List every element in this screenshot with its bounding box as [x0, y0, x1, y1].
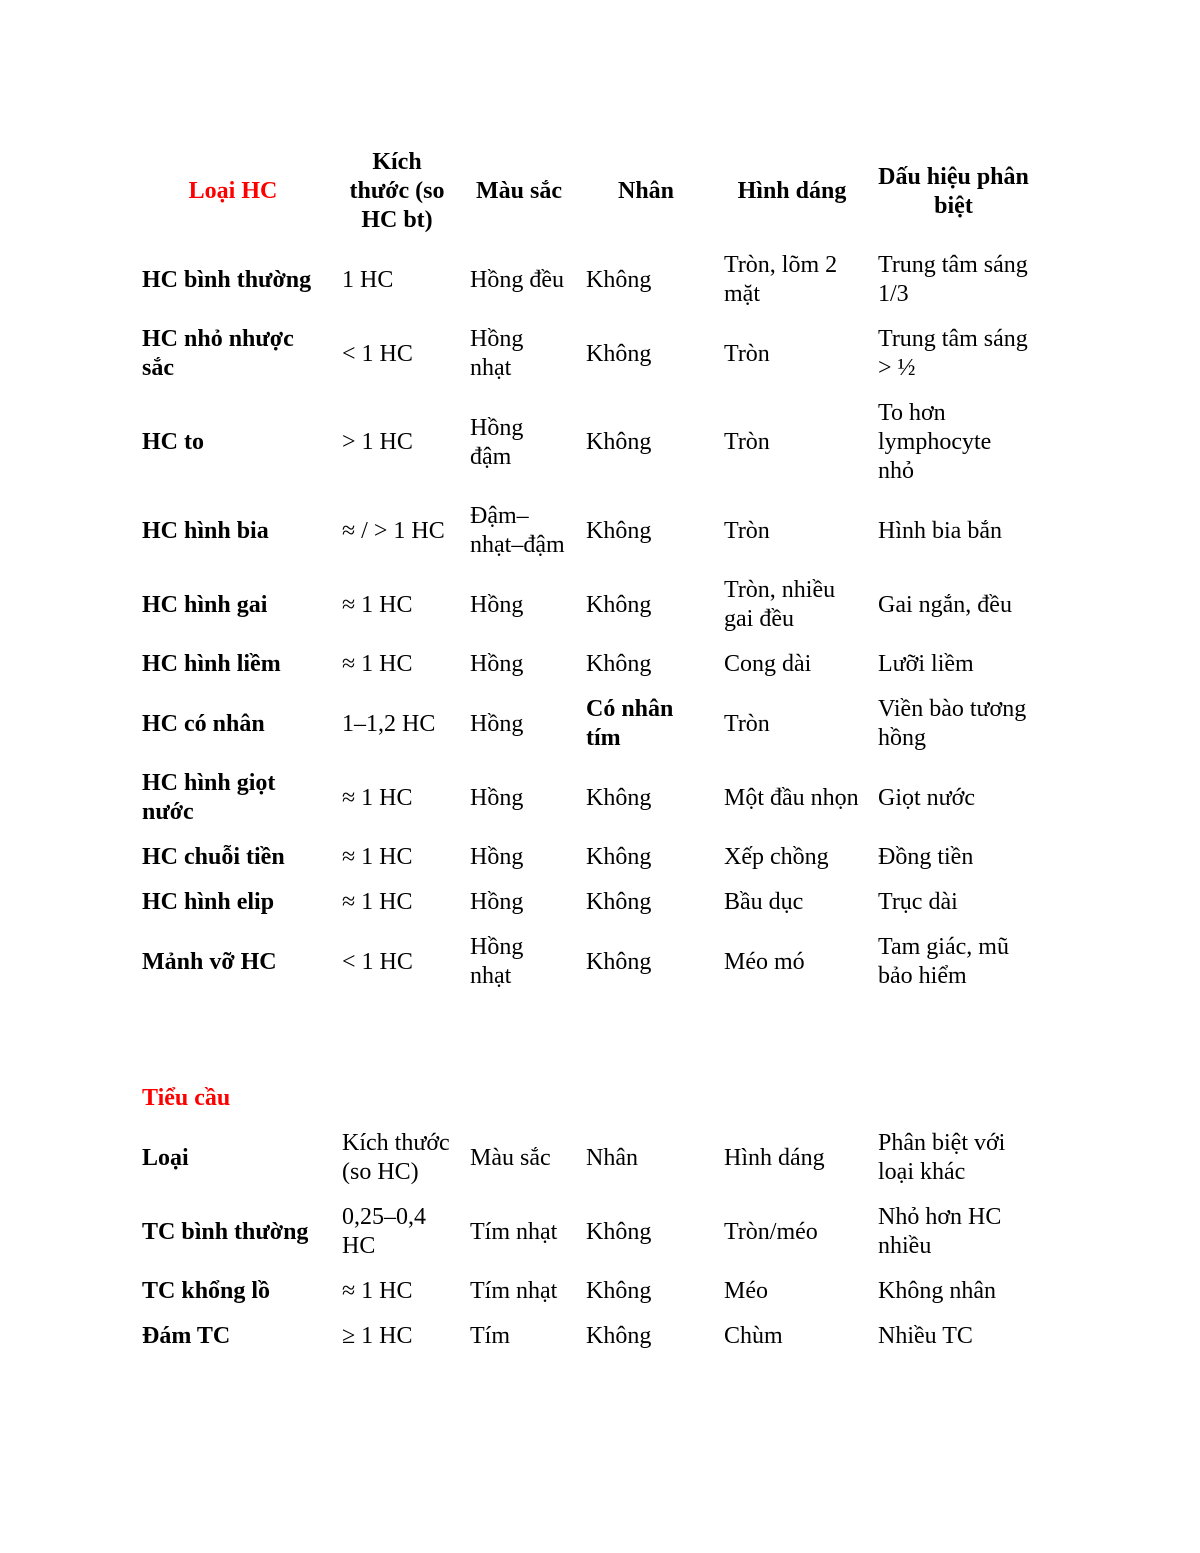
table-cell: > 1 HC: [342, 429, 413, 455]
table-cell: Tròn, lõm 2 mặt: [724, 252, 838, 307]
table-cell: ≈ 1 HC: [342, 651, 413, 677]
table-row: [130, 835, 1035, 880]
table-row: [130, 925, 1035, 999]
table-row: [130, 642, 1035, 687]
table-cell: Hồng: [470, 844, 524, 870]
table-cell: Cong dài: [724, 651, 812, 677]
table-cell: ≈ 1 HC: [342, 889, 413, 915]
table-cell: Trục dài: [878, 889, 958, 915]
header-cell: Hình dáng: [724, 1144, 825, 1171]
table-cell: Tròn: [724, 517, 770, 544]
row-name-cell: HC hình gai: [142, 591, 268, 618]
table-row: [130, 391, 1035, 494]
table-cell: < 1 HC: [342, 948, 413, 975]
row-name-cell: HC có nhân: [142, 710, 265, 737]
rbc-table: [130, 140, 1035, 999]
row-name-cell: HC nhỏ nhược sắc: [142, 326, 294, 381]
table-cell: Hồng: [470, 591, 524, 618]
table-cell: Chùm: [724, 1323, 783, 1349]
row-name-cell: HC hình elip: [142, 889, 275, 915]
row-name-cell: HC hình bia: [142, 517, 269, 544]
header-cell: Kích thước (so HC): [342, 1130, 450, 1185]
table-cell: Bầu dục: [724, 889, 804, 915]
table-cell: Giọt nước: [878, 784, 976, 811]
table-row: [130, 1195, 1035, 1269]
table-cell: Tròn: [724, 340, 770, 367]
table-row: [130, 761, 1035, 835]
table-cell: Hồng: [470, 710, 524, 737]
table-cell: 1 HC: [342, 266, 394, 293]
table-cell: Hồng nhạt: [470, 326, 524, 381]
table-cell: Không: [586, 784, 652, 811]
table-cell: Có nhân tím: [586, 696, 674, 751]
header-cell: Màu sắc: [470, 1144, 551, 1171]
header-cell: Hình dáng: [737, 178, 847, 204]
table-cell: To hơn lymphocyte nhỏ: [878, 400, 992, 484]
table-cell: Không: [586, 1278, 652, 1304]
table-cell: Tím: [470, 1323, 510, 1349]
table-cell: Không: [586, 517, 652, 544]
table-cell: Viền bào tương hồng: [878, 696, 1027, 751]
section-title: Tiểu cầu: [142, 1085, 231, 1111]
table-cell: Không: [586, 266, 652, 293]
header-cell: Dấu hiệu phân biệt: [878, 163, 1029, 219]
table-cell: ≈ 1 HC: [342, 591, 413, 618]
table-cell: Đồng tiền: [878, 844, 974, 870]
table-cell: Nhỏ hơn HC nhiều: [878, 1204, 1002, 1259]
table-cell: Hồng: [470, 651, 524, 677]
header-cell: Kích thước (so HC bt): [349, 149, 445, 233]
table-cell: Một đầu nhọn: [724, 784, 859, 811]
table-cell: ≈ 1 HC: [342, 844, 413, 870]
table-cell: Hình bia bắn: [878, 517, 1002, 544]
table-cell: Trung tâm sáng > ½: [878, 326, 1028, 381]
header-cell: Màu sắc: [476, 178, 562, 204]
table-cell: Hồng đều: [470, 266, 564, 293]
row-name-cell: TC bình thường: [142, 1218, 309, 1245]
table-cell: < 1 HC: [342, 340, 413, 367]
table-cell: Không: [586, 429, 652, 455]
table-row: [130, 880, 1035, 925]
table-row: [130, 494, 1035, 568]
table-cell: Hồng đậm: [470, 414, 524, 470]
header-cell: Loại HC: [188, 178, 278, 204]
table-cell: Gai ngắn, đều: [878, 591, 1012, 618]
platelet-table: [130, 1076, 1035, 1359]
table-cell: Nhiều TC: [878, 1323, 973, 1349]
table-cell: Không: [586, 844, 652, 870]
row-name-cell: HC chuỗi tiền: [142, 844, 285, 870]
table-cell: ≈ 1 HC: [342, 784, 413, 811]
table-cell: ≈ 1 HC: [342, 1278, 413, 1304]
table-cell: Hồng nhạt: [470, 934, 524, 989]
table-cell: Không: [586, 340, 652, 367]
table-cell: Không: [586, 1218, 652, 1245]
table-cell: Không: [586, 948, 652, 975]
table-cell: Méo mó: [724, 948, 805, 975]
header-cell: Nhân: [586, 1144, 638, 1171]
table-cell: Tam giác, mũ bảo hiểm: [878, 934, 1009, 989]
table-cell: Xếp chồng: [724, 844, 829, 870]
row-name-cell: HC to: [142, 429, 204, 455]
row-name-cell: TC khổng lồ: [142, 1278, 271, 1304]
table-cell: ≈ / > 1 HC: [342, 517, 445, 544]
table-cell: Hồng: [470, 889, 524, 915]
table-cell: Không nhân: [878, 1278, 996, 1304]
table-cell: Méo: [724, 1278, 768, 1304]
table-cell: Tròn: [724, 710, 770, 737]
table-cell: Trung tâm sáng 1/3: [878, 252, 1028, 307]
platelet-header-row: [130, 1121, 1035, 1195]
table-cell: Không: [586, 889, 652, 915]
table-row: [130, 568, 1035, 642]
table-row: [130, 1314, 1035, 1359]
table-cell: Không: [586, 591, 652, 618]
table-cell: Tròn, nhiều gai đều: [724, 577, 836, 632]
table-row: [130, 317, 1035, 391]
rbc-header-row: [130, 140, 1035, 243]
row-name-cell: HC bình thường: [142, 266, 312, 293]
header-cell: Phân biệt với loại khác: [878, 1130, 1006, 1185]
header-cell: Nhân: [617, 178, 675, 204]
row-name-cell: Đám TC: [142, 1323, 231, 1349]
table-row: [130, 687, 1035, 761]
table-cell: Tím nhạt: [470, 1218, 558, 1245]
table-cell: Đậm–nhạt–đậm: [470, 503, 565, 558]
row-name-cell: HC hình liềm: [142, 651, 281, 677]
table-cell: Không: [586, 1323, 652, 1349]
row-name-cell: HC hình giọt nước: [142, 770, 276, 825]
table-cell: ≥ 1 HC: [342, 1323, 413, 1349]
table-cell: Tròn: [724, 429, 770, 455]
table-cell: Không: [586, 651, 652, 677]
table-cell: Lưỡi liềm: [878, 651, 974, 677]
row-name-cell: Mảnh vỡ HC: [142, 948, 277, 975]
table-row: [130, 243, 1035, 317]
table-cell: 1–1,2 HC: [342, 710, 436, 737]
table-cell: 0,25–0,4 HC: [342, 1204, 426, 1259]
header-cell: Loại: [142, 1144, 189, 1171]
table-cell: Tròn/méo: [724, 1218, 818, 1245]
table-row: [130, 1269, 1035, 1314]
section-title-row: [130, 1076, 1035, 1121]
table-cell: Tím nhạt: [470, 1278, 558, 1304]
table-cell: Hồng: [470, 784, 524, 811]
